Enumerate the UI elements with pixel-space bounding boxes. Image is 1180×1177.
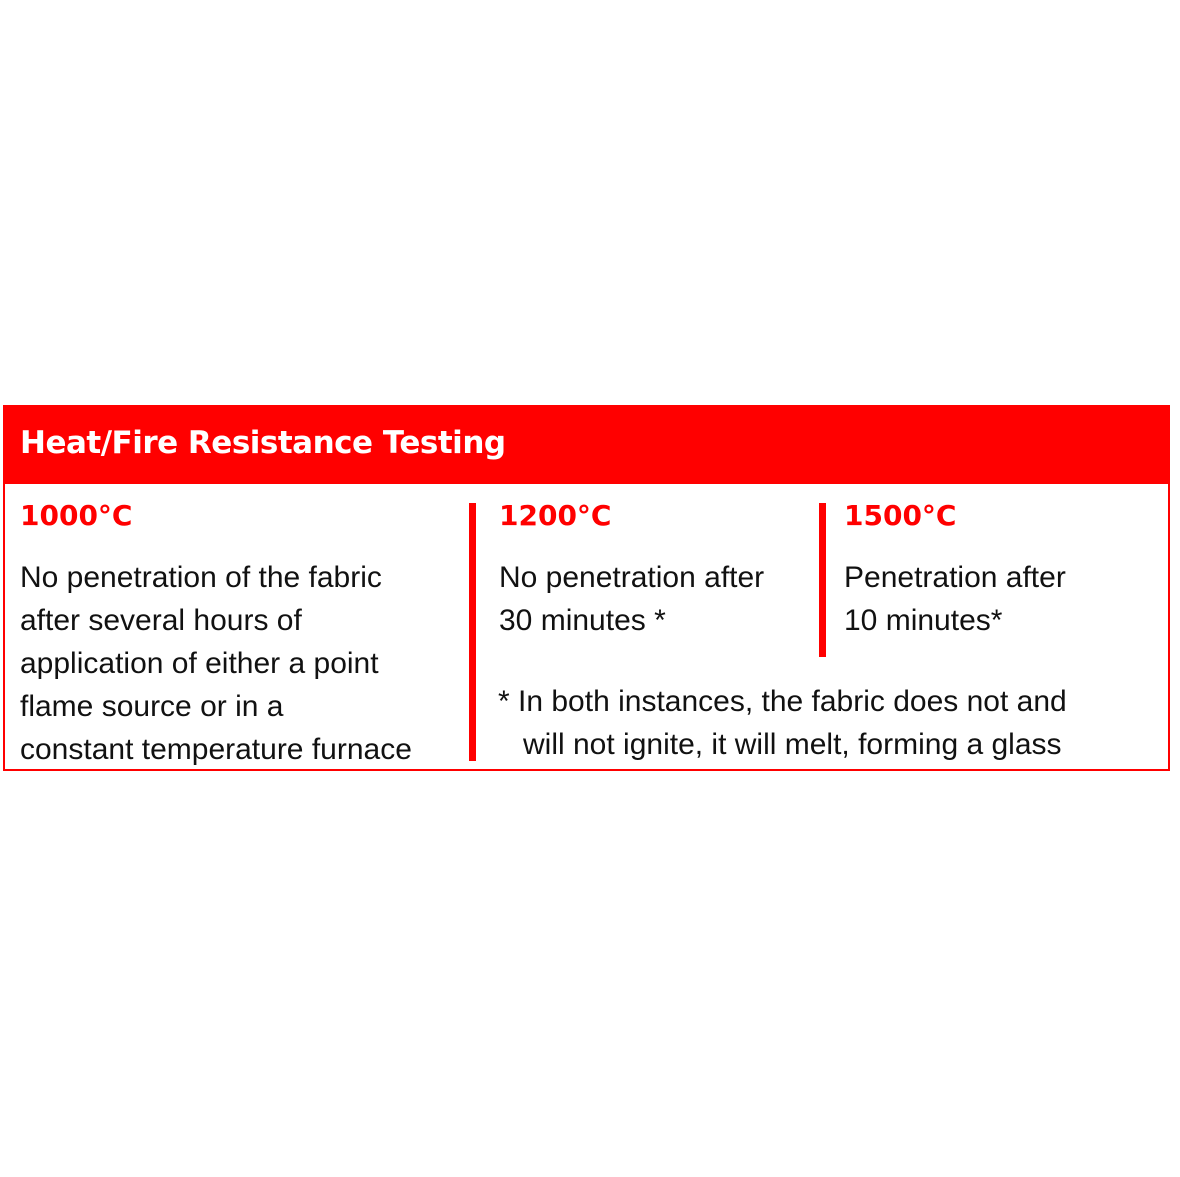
description-line: Penetration after (844, 561, 1066, 594)
column-divider (819, 503, 826, 657)
temperature-1500-description (844, 556, 1066, 642)
description-line: application of either a point (20, 647, 379, 680)
temperature-1000-label: 1000°C (20, 499, 133, 532)
description-line: 30 minutes * (499, 604, 666, 637)
description-line: No penetration of the fabric (20, 561, 382, 594)
temperature-1200-label: 1200°C (499, 499, 612, 532)
panel-header (5, 407, 1168, 484)
footnote-line: * In both instances, the fabric does not and (498, 685, 1067, 718)
panel-title: Heat/Fire Resistance Testing (20, 425, 506, 461)
temperature-1200-description (499, 556, 764, 642)
heat-fire-resistance-panel (3, 405, 1170, 771)
footnote (498, 680, 1067, 766)
temperature-1500-label: 1500°C (844, 499, 957, 532)
footnote-line: will not ignite, it will melt, forming a glass (523, 728, 1062, 761)
description-line: after several hours of (20, 604, 302, 637)
description-line: No penetration after (499, 561, 765, 594)
description-line: 10 minutes* (844, 604, 1003, 637)
temperature-1000-description (20, 556, 412, 771)
description-line: constant temperature furnace (20, 733, 412, 766)
column-divider (469, 503, 476, 761)
description-line: flame source or in a (20, 690, 284, 723)
